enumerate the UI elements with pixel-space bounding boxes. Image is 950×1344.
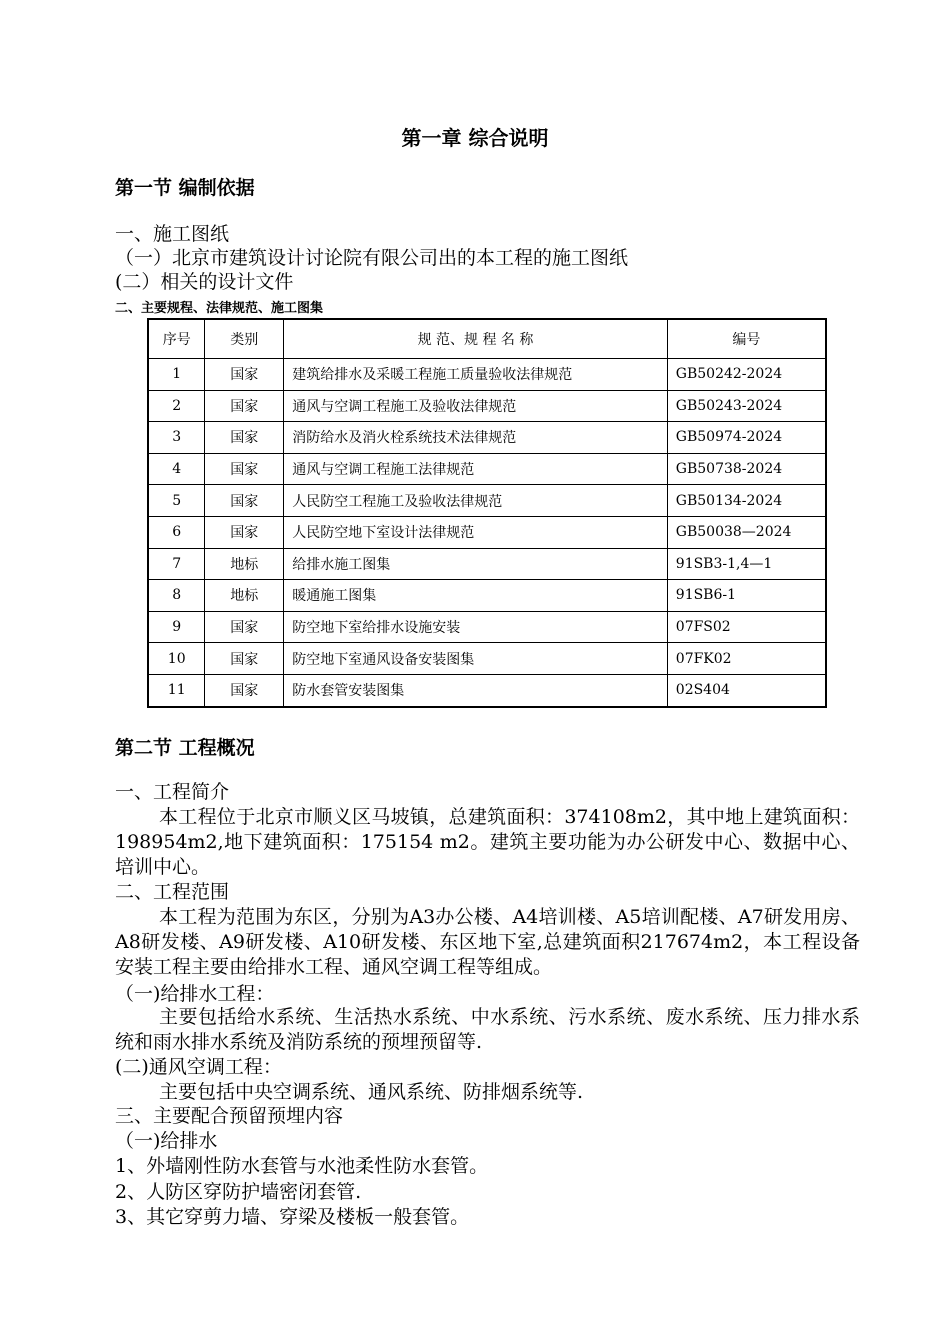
s1-item-2: 二、主要规程、法律规范、施工图集 bbox=[115, 301, 324, 316]
cell-name: 防水套管安装图集 bbox=[284, 674, 668, 706]
cell-code: GB50974-2024 bbox=[667, 422, 826, 454]
cell-name: 建筑给排水及采暖工程施工质量验收法律规范 bbox=[284, 359, 668, 391]
cell-index: 5 bbox=[148, 485, 205, 517]
s2-sub-1: （一)给排水工程： bbox=[115, 983, 275, 1005]
cell-index: 4 bbox=[148, 453, 205, 485]
cell-code: 91SB6-1 bbox=[667, 580, 826, 612]
header-category: 类别 bbox=[205, 319, 284, 359]
table-row bbox=[148, 390, 826, 422]
cell-category: 地标 bbox=[205, 548, 284, 580]
table-row bbox=[148, 422, 826, 454]
cell-index: 11 bbox=[148, 674, 205, 706]
cell-code: GB50134-2024 bbox=[667, 485, 826, 517]
cell-name: 人民防空工程施工及验收法律规范 bbox=[284, 485, 668, 517]
cell-index: 6 bbox=[148, 516, 205, 548]
table-row bbox=[148, 643, 826, 675]
cell-name: 防空地下室通风设备安装图集 bbox=[284, 643, 668, 675]
cell-code: 91SB3-1,4—1 bbox=[667, 548, 826, 580]
cell-code: GB50038—2024 bbox=[667, 516, 826, 548]
cell-code: GB50242-2024 bbox=[667, 359, 826, 391]
table-row bbox=[148, 453, 826, 485]
cell-category: 国家 bbox=[205, 611, 284, 643]
s1-item-1: 一、施工图纸 bbox=[115, 223, 230, 245]
cell-name: 给排水施工图集 bbox=[284, 548, 668, 580]
cell-index: 8 bbox=[148, 580, 205, 612]
header-name: 规 范、规 程 名 称 bbox=[284, 319, 668, 359]
cell-index: 9 bbox=[148, 611, 205, 643]
s2-item-3: 三、主要配合预留预埋内容 bbox=[115, 1105, 344, 1127]
cell-category: 国家 bbox=[205, 359, 284, 391]
s2-para-2: 本工程为范围为东区，分别为A3办公楼、A4培训楼、A5培训配楼、A7研发用房、A8研发楼、A9研发楼、A10研发楼、东区地下室,总建筑面积217674m2，本工程设备安装工程主要由给排水工程、通风空调工程等组成。 bbox=[115, 906, 860, 978]
cell-category: 地标 bbox=[205, 580, 284, 612]
table-row bbox=[148, 580, 826, 612]
section-1-title: 第一节 编制依据 bbox=[115, 177, 255, 199]
cell-category: 国家 bbox=[205, 453, 284, 485]
standards-table bbox=[147, 318, 827, 708]
cell-index: 2 bbox=[148, 390, 205, 422]
s2-sub-2: (二)通风空调工程： bbox=[115, 1056, 282, 1078]
cell-index: 10 bbox=[148, 643, 205, 675]
chapter-title: 第一章 综合说明 bbox=[401, 126, 549, 150]
cell-name: 消防给水及消火栓系统技术法律规范 bbox=[284, 422, 668, 454]
list-item-2: 2、人防区穿防护墙密闭套管. bbox=[115, 1181, 362, 1203]
s2-para-1: 本工程位于北京市顺义区马坡镇，总建筑面积：374108m2，其中地上建筑面积：198954m2,地下建筑面积：175154 m2。建筑主要功能为办公研发中心、数据中心、培训中心。 bbox=[115, 806, 860, 878]
cell-name: 防空地下室给排水设施安装 bbox=[284, 611, 668, 643]
s2-item-1: 一、工程简介 bbox=[115, 781, 230, 803]
table-row bbox=[148, 516, 826, 548]
cell-category: 国家 bbox=[205, 516, 284, 548]
cell-index: 1 bbox=[148, 359, 205, 391]
table-row bbox=[148, 674, 826, 706]
s2-item-2: 二、工程范围 bbox=[115, 881, 230, 903]
cell-code: 07FK02 bbox=[667, 643, 826, 675]
cell-name: 通风与空调工程施工法律规范 bbox=[284, 453, 668, 485]
table-row bbox=[148, 611, 826, 643]
header-code: 编号 bbox=[667, 319, 826, 359]
section-2-title: 第二节 工程概况 bbox=[115, 737, 255, 759]
cell-category: 国家 bbox=[205, 422, 284, 454]
s2-para-3: 主要包括给水系统、生活热水系统、中水系统、污水系统、废水系统、压力排水系统和雨水排水系统及消防系统的预埋预留等. bbox=[115, 1006, 860, 1053]
cell-name: 人民防空地下室设计法律规范 bbox=[284, 516, 668, 548]
cell-category: 国家 bbox=[205, 674, 284, 706]
table-header-row bbox=[148, 319, 826, 359]
header-index: 序号 bbox=[148, 319, 205, 359]
cell-category: 国家 bbox=[205, 485, 284, 517]
table-row bbox=[148, 548, 826, 580]
cell-code: GB50243-2024 bbox=[667, 390, 826, 422]
table-row bbox=[148, 485, 826, 517]
cell-index: 7 bbox=[148, 548, 205, 580]
cell-code: GB50738-2024 bbox=[667, 453, 826, 485]
cell-code: 02S404 bbox=[667, 674, 826, 706]
table-row bbox=[148, 359, 826, 391]
cell-name: 通风与空调工程施工及验收法律规范 bbox=[284, 390, 668, 422]
cell-name: 暖通施工图集 bbox=[284, 580, 668, 612]
s1-sub-1: （一）北京市建筑设计讨论院有限公司出的本工程的施工图纸 bbox=[115, 247, 629, 269]
s2-sub-3: （一)给排水 bbox=[115, 1130, 218, 1152]
cell-code: 07FS02 bbox=[667, 611, 826, 643]
s2-para-4: 主要包括中央空调系统、通风系统、防排烟系统等. bbox=[159, 1081, 584, 1103]
list-item-1: 1、外墙刚性防水套管与水池柔性防水套管。 bbox=[115, 1155, 489, 1177]
cell-category: 国家 bbox=[205, 390, 284, 422]
cell-category: 国家 bbox=[205, 643, 284, 675]
cell-index: 3 bbox=[148, 422, 205, 454]
s1-sub-2: (二）相关的设计文件 bbox=[115, 271, 294, 293]
list-item-3: 3、其它穿剪力墙、穿梁及楼板一般套管。 bbox=[115, 1206, 470, 1228]
